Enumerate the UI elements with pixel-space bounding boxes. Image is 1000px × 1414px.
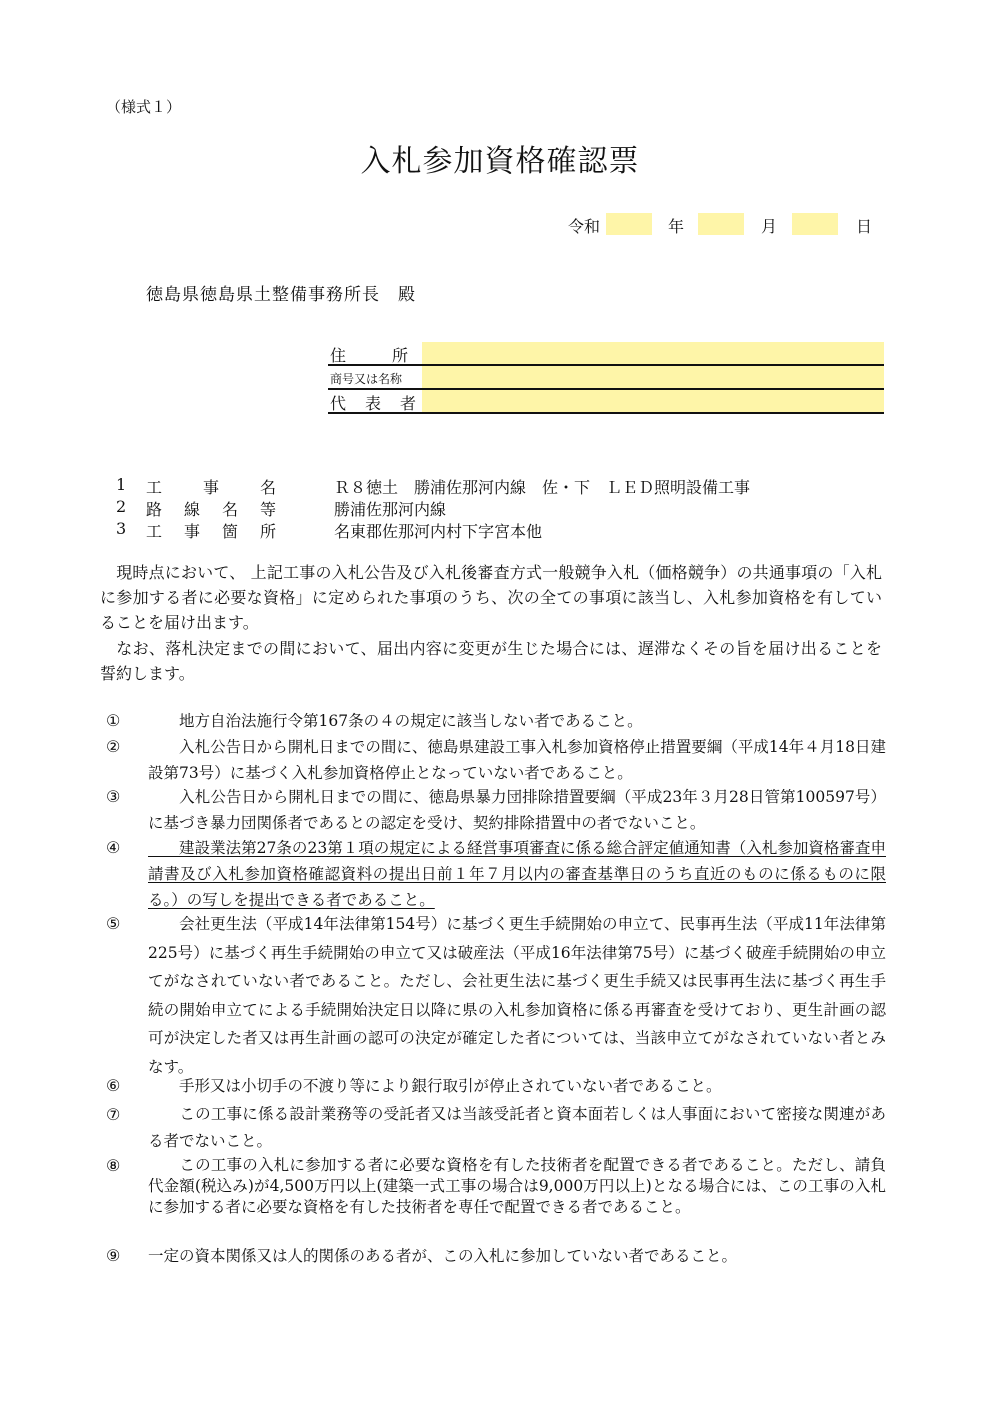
date-month-label: 月	[761, 217, 778, 236]
route-name-key: 路 線 名 等	[146, 500, 276, 519]
date-year-label: 年	[668, 217, 685, 236]
route-name-value: 勝浦佐那河内線	[334, 500, 447, 519]
representative-row	[328, 390, 884, 414]
addressee: 徳島県徳島県土整備事務所長 殿	[146, 285, 416, 305]
applicant-block	[328, 342, 884, 414]
work-location-key: 工 事 箇 所	[146, 522, 276, 541]
company-name-field[interactable]	[422, 366, 884, 388]
declaration-paragraph-1: 現時点において、 上記工事の入札公告及び入札後審査方式一般競争入札（価格競争）の共通事項の「入札に参加する者に必要な資格」に定められた事項のうち、次の全ての事項に該当し、入札参加資格を有していることを届け出ます。	[100, 563, 882, 632]
address-field[interactable]	[422, 342, 884, 364]
date-month-field[interactable]	[698, 213, 744, 235]
company-name-label: 商号又は名称	[330, 372, 403, 386]
date-day-label: 日	[856, 217, 873, 236]
work-name-value: Ｒ８徳土 勝浦佐那河内線 佐・下 ＬＥＤ照明設備工事	[334, 478, 751, 497]
page-title: 入札参加資格確認票	[360, 144, 640, 179]
address-label: 住 所	[330, 346, 408, 365]
form-number: （様式１）	[106, 98, 182, 116]
date-day-field[interactable]	[792, 213, 838, 235]
work-location-value: 名東郡佐那河内村下字宮本他	[334, 522, 543, 541]
requirement-item-1: ① 地方自治法施行令第167条の４の規定に該当しない者であること。	[106, 711, 643, 730]
date-era-year-field[interactable]	[606, 213, 652, 235]
declaration-paragraph-2: なお、落札決定までの間において、届出内容に変更が生じた場合には、遅滞なくその旨を届け出ることを誓約します。	[100, 639, 882, 683]
address-row	[328, 342, 884, 366]
representative-field[interactable]	[422, 390, 884, 412]
date-era-label: 令和	[568, 217, 601, 236]
company-name-row	[328, 366, 884, 390]
work-name-key: 工 事 名	[146, 478, 276, 497]
representative-label: 代 表 者	[330, 394, 416, 413]
